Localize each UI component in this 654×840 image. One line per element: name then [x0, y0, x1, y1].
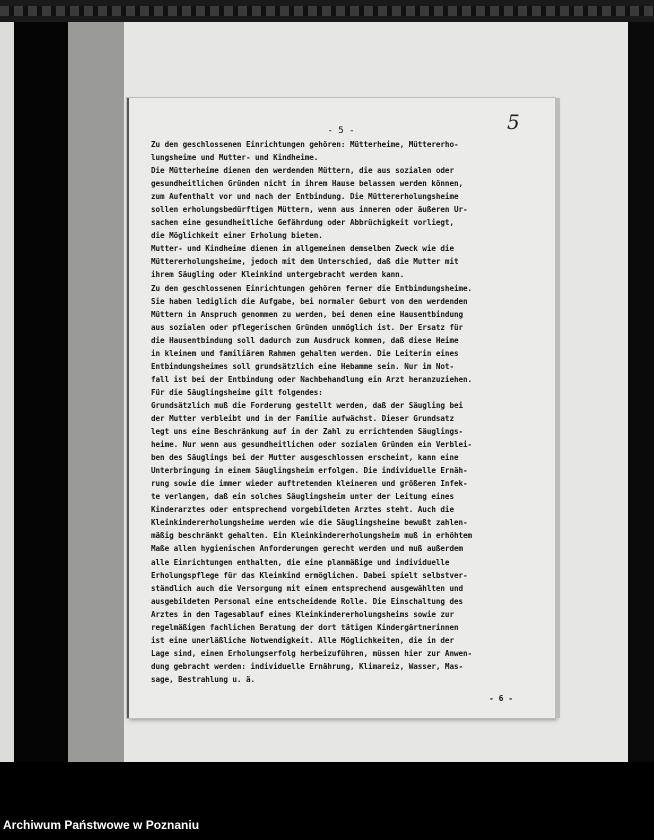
text-line: ausgebildeten Personal eine entscheidende Rolle. Die Einschaltung des — [151, 596, 464, 606]
text-line: in kleinem und familiärem Rahmen gehalten werden. Die Leiterin eines — [151, 348, 459, 358]
text-line: Kinderarztes oder entsprechend vorgebildeten Arztes steht. Auch die — [151, 505, 454, 515]
text-line: Mutter- und Kindheime dienen im allgemeinen demselben Zweck wie die — [151, 244, 454, 254]
text-line: heime. Nur wenn aus gesundheitlichen oder sozialen Gründen ein Verblei- — [151, 440, 473, 450]
text-line: Grundsätzlich muß die Forderung gestellt werden, daß der Säugling bei — [151, 400, 464, 410]
text-line: ihrem Säugling oder Kleinkind untergebracht werden kann. — [151, 270, 405, 280]
text-line: fall ist bei der Entbindung oder Nachbehandlung ein Arzt heranzuziehen. — [151, 374, 473, 384]
film-perforation — [0, 6, 654, 16]
text-line: Arztes in den Tagesablauf eines Kleinkindererholungsheims sowie zur — [151, 609, 454, 619]
typed-page-number: - 5 - — [327, 126, 355, 136]
text-line: die Möglichkeit einer Erholung bieten. — [151, 231, 323, 241]
document-body — [151, 138, 549, 686]
text-line: alle Einrichtungen enthalten, die eine planmäßige und individuelle — [151, 557, 450, 567]
text-line: ist eine unerläßliche Notwendigkeit. Alle Möglichkeiten, die in der — [151, 635, 454, 645]
page-right-edge — [555, 98, 560, 718]
text-line: der Mutter verbleibt und in der Familie aufwächst. Dieser Grundsatz — [151, 413, 454, 423]
text-line: Unterbringung in einem Säuglingsheim erfolgen. Die individuelle Ernäh- — [151, 466, 468, 476]
text-line: Kleinkindererholungsheime werden wie die Säuglingsheime bewußt zahlen- — [151, 518, 468, 528]
text-line: gesundheitlichen Gründen nicht in ihrem Hause belassen werden können, — [151, 179, 464, 189]
archive-label: Archiwum Państwowe w Poznaniu — [3, 818, 200, 832]
text-line: rung sowie die immer wieder auftretenden kleineren und größeren Infek- — [151, 479, 468, 489]
text-line: die Hausentbindung soll dadurch zum Ausdruck kommen, daß diese Heime — [151, 335, 459, 345]
text-line: ben des Säuglings bei der Mutter ausgeschlossen erscheint, kann eine — [151, 453, 459, 463]
text-line: Maße allen hygienischen Anforderungen gerecht werden und muß außerdem — [151, 544, 464, 554]
film-gap — [14, 22, 68, 762]
text-line: ständlich auch die Versorgung mit einem entsprechend ausgewählten und — [151, 583, 464, 593]
text-line: Lage sind, einen Erholungserfolg herbeizuführen, müssen hier zur Anwen- — [151, 648, 473, 658]
page-left-edge — [127, 98, 129, 718]
text-line: Zu den geschlossenen Einrichtungen gehören ferner die Entbindungsheime. — [151, 283, 473, 293]
background-page-shadow — [68, 22, 124, 762]
text-line: te verlangen, daß ein solches Säuglingsheim unter der Leitung eines — [151, 492, 454, 502]
text-line: zum Aufenthalt vor und nach der Entbindung. Die Müttererholungsheime — [151, 192, 459, 202]
text-line: sachen eine gesundheitliche Gefährdung oder Abbrüchigkeit vorliegt, — [151, 218, 454, 228]
text-line: sollen erholungsbedürftigen Müttern, wenn aus inneren oder äußeren Ur- — [151, 205, 468, 215]
film-strip-top — [0, 0, 654, 22]
handwritten-page-number: 5 — [507, 110, 520, 134]
text-line: mäßig beschränkt gehalten. Ein Kleinkindererholungsheim muß in erhöhtem — [151, 531, 473, 541]
text-line: Erholungspflege für das Kleinkind ermöglichen. Dabei spielt selbstver- — [151, 570, 468, 580]
text-line: aus sozialen oder pflegerischen Gründen unmöglich ist. Der Ersatz für — [151, 322, 464, 332]
text-line: Sie haben lediglich die Aufgabe, bei normaler Geburt von den werdenden — [151, 296, 468, 306]
text-line: Entbindungsheimes soll grundsätzlich eine Hebamme sein. Nur im Not- — [151, 361, 454, 371]
text-line: Für die Säuglingsheime gilt folgendes: — [151, 387, 323, 397]
adjacent-frame-edge — [0, 22, 14, 762]
text-line: sage, Bestrahlung u. ä. — [151, 674, 256, 684]
text-line: Müttererholungsheime, jedoch mit dem Unterschied, daß die Mutter mit — [151, 257, 459, 267]
next-page-marker: - 6 - — [489, 694, 514, 703]
document-page — [127, 98, 555, 718]
text-line: Die Mütterheime dienen den werdenden Müttern, die aus sozialen oder — [151, 166, 454, 176]
text-line: Zu den geschlossenen Einrichtungen gehören: Mütterheime, Müttererho- — [151, 140, 459, 149]
film-gap-right — [628, 22, 654, 762]
text-line: Müttern in Anspruch genommen zu werden, bei denen eine Hausentbindung — [151, 309, 464, 319]
text-line: legt uns eine Beschränkung auf in der Zahl zu errichtenden Säuglings- — [151, 427, 464, 437]
text-line: lungsheime und Mutter- und Kindheime. — [151, 153, 319, 163]
text-line: dung gebracht werden: individuelle Ernährung, Klimareiz, Wasser, Mas- — [151, 661, 464, 671]
text-line: regelmäßigen fachlichen Beratung der dort tätigen Kindergärtnerinnen — [151, 622, 459, 632]
